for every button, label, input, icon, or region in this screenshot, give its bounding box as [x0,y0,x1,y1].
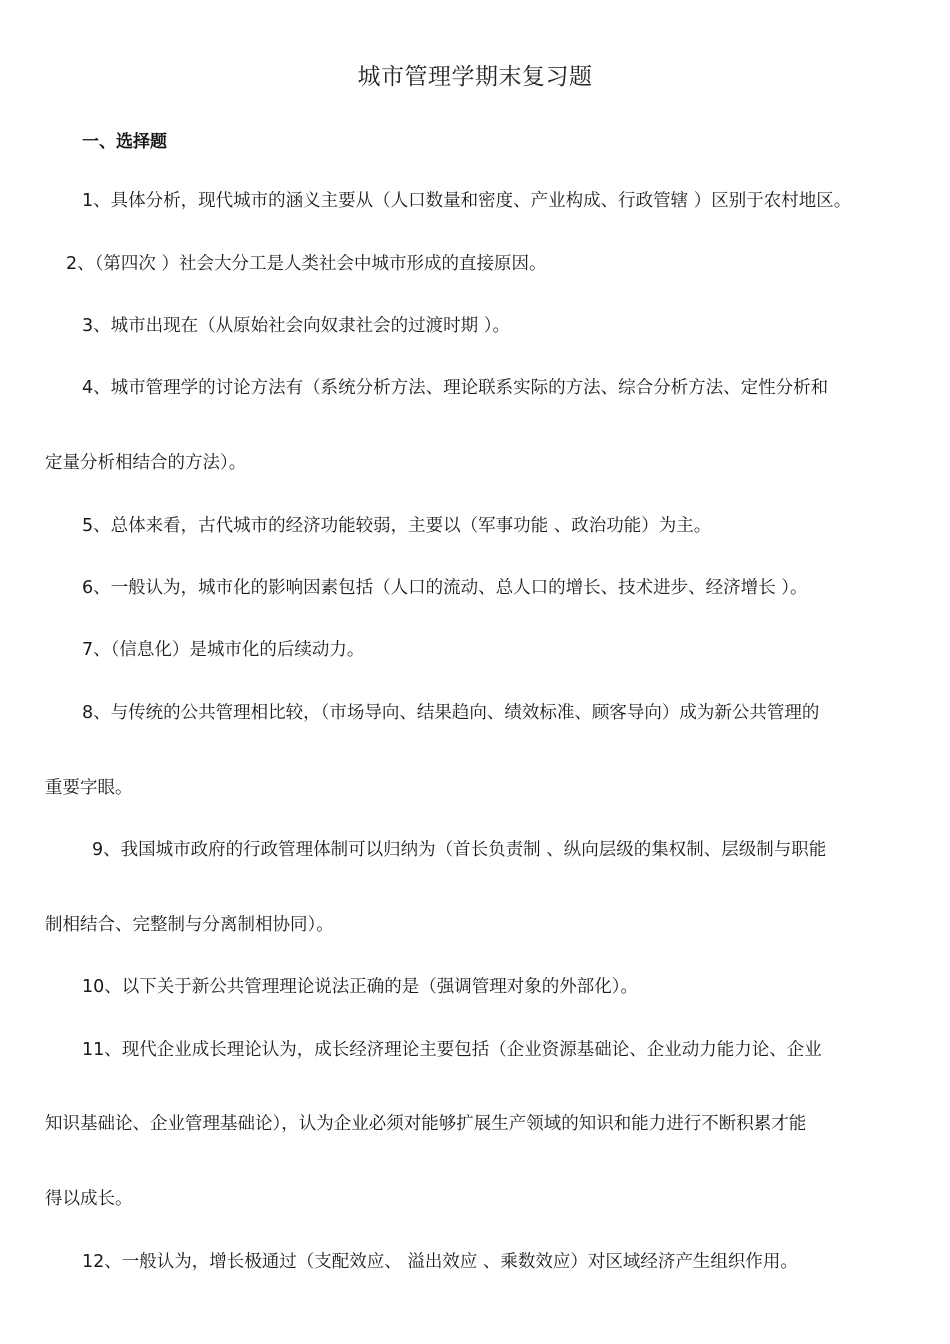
question-8-line-1: 8、与传统的公共管理相比较，（市场导向、结果趋向、绩效标准、顾客导向）成为新公共管理的 [82,703,820,723]
question-1-line-1: 1、具体分析，现代城市的涵义主要从（人口数量和密度、产业构成、行政管辖 ）区别于农村地区。 [82,191,852,211]
question-3-line-1: 3、城市出现在（从原始社会向奴隶社会的过渡时期 ）。 [82,316,510,336]
question-8-line-2: 重要字眼。 [45,778,133,798]
question-10-line-1: 10、以下关于新公共管理理论说法正确的是（强调管理对象的外部化）。 [82,977,639,997]
question-9-line-1: 9、我国城市政府的行政管理体制可以归纳为（首长负责制 、纵向层级的集权制、层级制与职能 [92,840,827,860]
question-12-line-1: 12、一般认为，增长极通过（支配效应、 溢出效应 、乘数效应）对区域经济产生组织作用。 [82,1252,798,1272]
question-9-line-2: 制相结合、完整制与分离制相协同）。 [45,915,334,935]
question-4-line-2: 定量分析相结合的方法）。 [45,453,247,473]
section-heading: 一、选择题 [82,132,167,152]
question-6-line-1: 6、一般认为，城市化的影响因素包括（人口的流动、总人口的增长、技术进步、经济增长 ）。 [82,578,808,598]
question-11-line-1: 11、现代企业成长理论认为，成长经济理论主要包括（企业资源基础论、企业动力能力论、企业 [82,1040,822,1060]
question-11-line-3: 得以成长。 [45,1189,133,1209]
question-7-line-1: 7、（信息化）是城市化的后续动力。 [82,640,365,660]
document-title: 城市管理学期末复习题 [357,64,593,90]
question-5-line-1: 5、总体来看，古代城市的经济功能较弱，主要以（军事功能 、政治功能）为主。 [82,516,712,536]
question-2-line-1: 2、（第四次 ）社会大分工是人类社会中城市形成的直接原因。 [66,254,547,274]
question-4-line-1: 4、城市管理学的讨论方法有（系统分析方法、理论联系实际的方法、综合分析方法、定性分析和 [82,378,829,398]
question-11-line-2: 知识基础论、企业管理基础论），认为企业必须对能够扩展生产领域的知识和能力进行不断积累才能 [45,1114,807,1134]
